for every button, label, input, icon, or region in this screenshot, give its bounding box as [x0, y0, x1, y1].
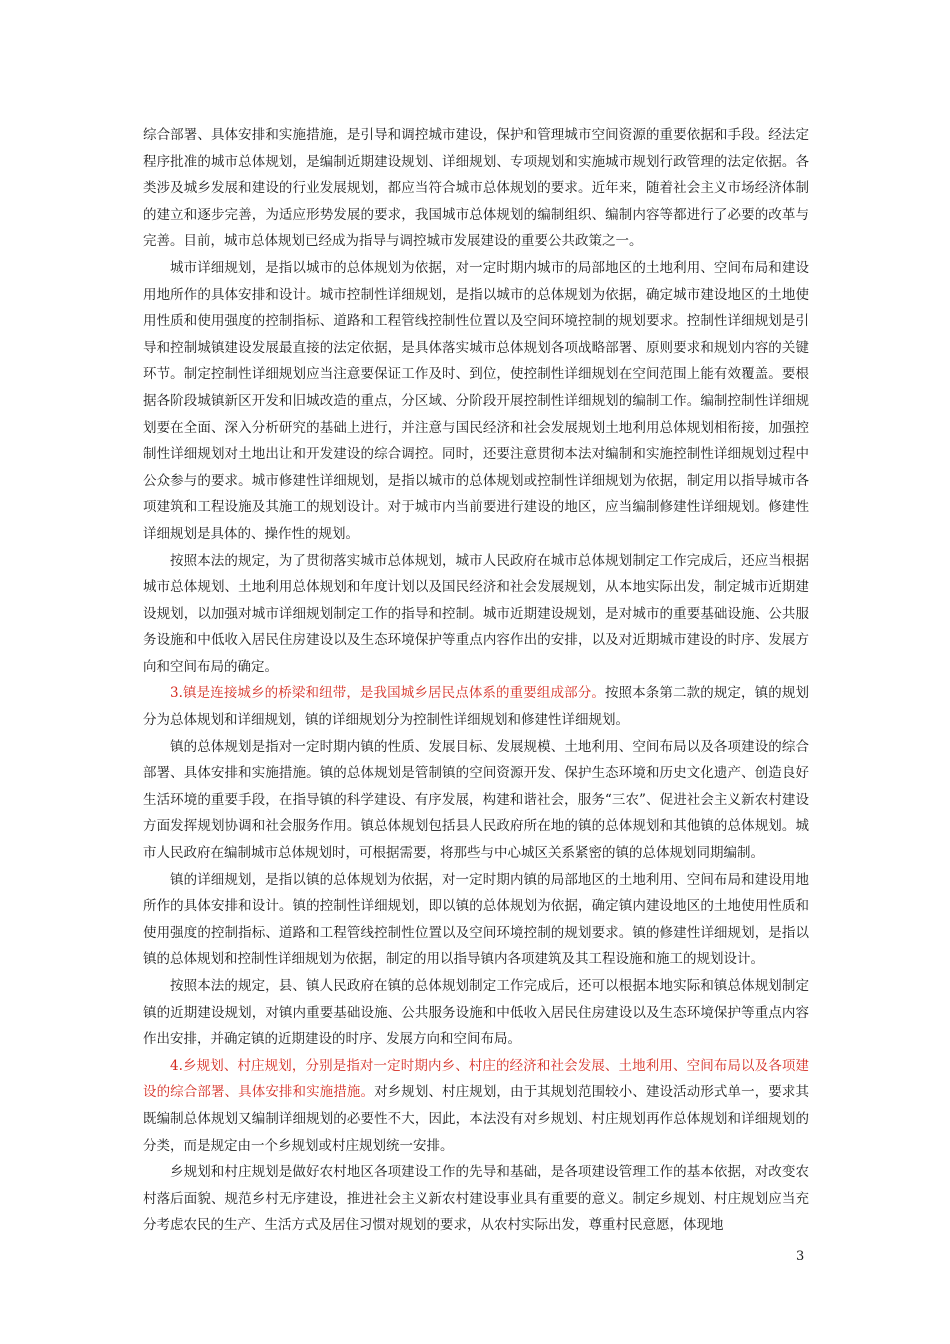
paragraph-5-text: 镇的总体规划是指对一定时期内镇的性质、发展目标、发展规模、土地利用、空间布局以及各项建设的综合部署、具体安排和实施措施。镇的总体规划是管制镇的空间资源开发、保护生态环境和历史文化遗产、创造良好生活环境的重要手段，在指导镇的科学建设、有序发展，构建和谐社会，服务“三农”、促进社会主义新农村建设方面发挥规划协调和社会服务作用。镇总体规划包括县人民政府所在地的镇的总体规划和其他镇的总体规划。城市人民政府在编制城市总体规划时，可根据需要，将那些与中心城区关系紧密的镇的总体规划同期编制。 [143, 738, 809, 862]
paragraph-8-text: 对乡规划、村庄规划，由于其规划范围较小、建设活动形式单一，要求其既编制总体规划又编制详细规划的必要性不大，因此，本法没有对乡规划、村庄规划再作总体规划和详细规划的分类，而是规定由一个乡规划或村庄规划统一安排。 [143, 1084, 809, 1154]
paragraph-4 [143, 680, 809, 733]
paragraph-4-highlight: 3.镇是连接城乡的桥梁和纽带，是我国城乡居民点体系的重要组成部分。 [170, 685, 605, 702]
paragraph-1-text: 综合部署、具体安排和实施措施，是引导和调控城市建设，保护和管理城市空间资源的重要依据和手段。经法定程序批准的城市总体规划，是编制近期建设规划、详细规划、专项规划和实施城市规划行政管理的法定依据。各类涉及城乡发展和建设的行业发展规划，都应当符合城市总体规划的要求。近年来，随着社会主义市场经济体制的建立和逐步完善，为适应形势发展的要求，我国城市总体规划的编制组织、编制内容等都进行了必要的改革与完善。目前，城市总体规划已经成为指导与调控城市发展建设的重要公共政策之一。 [143, 127, 809, 250]
paragraph-9-text: 乡规划和村庄规划是做好农村地区各项建设工作的先导和基础，是各项建设管理工作的基本依据，对改变农村落后面貌、规范乡村无序建设，推进社会主义新农村建设事业具有重要的意义。制定乡规划、村庄规划应当充分考虑农民的生产、生活方式及居住习惯对规划的要求，从农村实际出发，尊重村民意愿，体现地 [143, 1164, 809, 1234]
paragraph-2-text: 城市详细规划，是指以城市的总体规划为依据，对一定时期内城市的局部地区的土地利用、空间布局和建设用地所作的具体安排和设计。城市控制性详细规划，是指以城市的总体规划为依据，确定城市建设地区的土地使用性质和使用强度的控制指标、道路和工程管线控制性位置以及空间环境控制的规划要求。控制性详细规划是引导和控制城镇建设发展最直接的法定依据，是具体落实城市总体规划各项战略部署、原则要求和规划内容的关键环节。制定控制性详细规划应当注意要保证工作及时、到位，使控制性详细规划在空间范围上能有效覆盖。要根据各阶段城镇新区开发和旧城改造的重点，分区域、分阶段开展控制性详细规划的编制工作。编制控制性详细规划要在全面、深入分析研究的基础上进行，并注意与国民经济和社会发展规划土地利用总体规划相衔接，加强控制性详细规划对土地出让和开发建设的综合调控。同时，还要注意贯彻本法对编制和实施控制性详细规划过程中公众参与的要求。城市修建性详细规划，是指以城市的总体规划或控制性详细规划为依据，制定用以指导城市各项建筑和工程设施及其施工的规划设计。对于城市内当前要进行建设的地区，应当编制修建性详细规划。修建性详细规划是具体的、操作性的规划。 [143, 259, 809, 542]
paragraph-3 [143, 548, 809, 681]
paragraph-6-text: 镇的详细规划，是指以镇的总体规划为依据，对一定时期内镇的局部地区的土地利用、空间布局和建设用地所作的具体安排和设计。镇的控制性详细规划，即以镇的总体规划为依据，确定镇内建设地区的土地使用性质和使用强度的控制指标、道路和工程管线控制性位置以及空间环境控制的规划要求。镇的修建性详细规划，是指以镇的总体规划和控制性详细规划为依据，制定的用以指导镇内各项建筑及其工程设施和施工的规划设计。 [143, 871, 809, 968]
paragraph-3-text: 按照本法的规定，为了贯彻落实城市总体规划，城市人民政府在城市总体规划制定工作完成后，还应当根据城市总体规划、土地利用总体规划和年度计划以及国民经济和社会发展规划，从本地实际出发，制定城市近期建设规划，以加强对城市详细规划制定工作的指导和控制。城市近期建设规划，是对城市的重要基础设施、公共服务设施和中低收入居民住房建设以及生态环境保护等重点内容作出的安排，以及对近期城市建设的时序、发展方向和空间布局的确定。 [143, 552, 809, 675]
paragraph-1 [143, 122, 809, 255]
paragraph-7-text: 按照本法的规定，县、镇人民政府在镇的总体规划制定工作完成后，还可以根据本地实际和镇总体规划制定镇的近期建设规划，对镇内重要基础设施、公共服务设施和中低收入居民住房建设以及生态环境保护等重点内容作出安排，并确定镇的近期建设的时序、发展方向和空间布局。 [143, 978, 809, 1048]
paragraph-2 [143, 255, 809, 548]
paragraph-4-text: 按照本条第二款的规定，镇的规划分为总体规划和详细规划，镇的详细规划分为控制性详细规划和修建性详细规划。 [143, 685, 809, 729]
page-number: 3 [796, 1249, 805, 1264]
paragraph-5 [143, 734, 809, 867]
paragraph-8 [143, 1053, 809, 1159]
paragraph-9 [143, 1159, 809, 1239]
paragraph-7 [143, 973, 809, 1053]
paragraph-8-highlight: 4.乡规划、村庄规划，分别是指对一定时期内乡、村庄的经济和社会发展、土地利用、空间布局以及各项建设的综合部署、具体安排和实施措施。 [143, 1057, 809, 1101]
paragraph-6 [143, 867, 809, 973]
document-body [143, 122, 809, 1239]
